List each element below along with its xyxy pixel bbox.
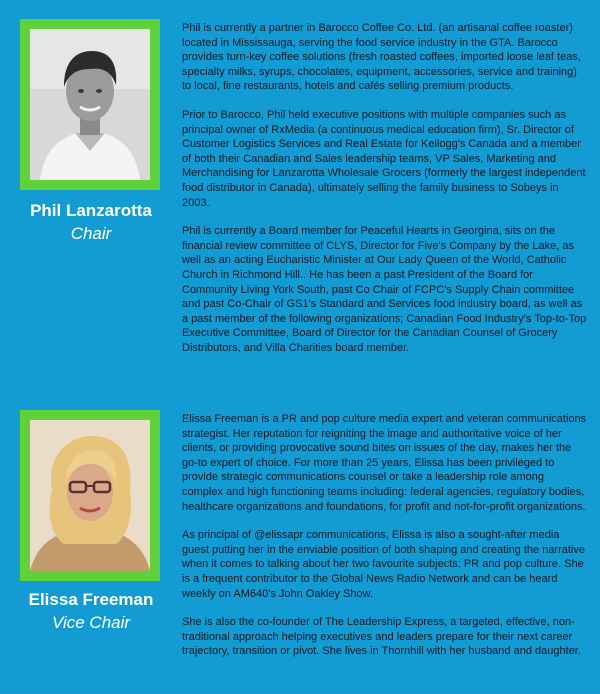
profile-bio — [182, 412, 587, 673]
bio-paragraph: Prior to Barocco, Phil held executive positions with multiple companies such as principal owner of RxMedia (a continuous medical education firm), Sr. Director of Customer Logistics Services and Real Estate for Kellogg's Canada and a member of both their Canadian and Sales leadership teams, VP Sales, Marketing and Merchandising for Lanzarotta Wholesale Grocers (formerly the largest independent food distributor in Canada), ultimately selling the family business to Sobeys in 2003. — [182, 108, 586, 209]
profile-name: Phil Lanzarotta — [30, 201, 152, 220]
photo-frame — [20, 410, 160, 581]
profile-role: Chair — [70, 224, 112, 243]
bio-paragraph: She is also the co-founder of The Leadership Express, a targeted, effective, non-traditional approach helping executives and leaders prepare for their next career trajectory, transition or pivot. She lives in Thornhill with her husband and daughter. — [182, 616, 581, 658]
bio-paragraph: As principal of @elissapr communications, Elissa is also a sought-after media guest putting her in the enviable position of both shaping and creating the narrative when it comes to talking about her two favourite subjects: PR and pop culture. She is a frequent contributor to the Global News Radio Network and can be heard weekly on AM640's John Oakley Show. — [182, 529, 585, 600]
bio-paragraph: Elissa Freeman is a PR and pop culture media expert and veteran communications strategist. Her reputation for reigniting the image and authoritative voice of her clients, or providing provocative sound bites on issues of the day, makes her the go-to expert of choice. For more than 25 years, Elissa has been privileged to provide strategic communications counsel or take a leadership role among complex and high functioning teams including: federal agencies, regulatory bodies, healthcare organizations and foundations, for profit and not-for-profit organizations. — [182, 413, 587, 513]
profile-bio — [182, 21, 587, 369]
man-portrait-icon — [30, 29, 150, 180]
photo-frame — [20, 19, 160, 190]
profile-name: Elissa Freeman — [28, 590, 154, 609]
bio-paragraph: Phil is currently a partner in Barocco Coffee Co. Ltd. (an artisanal coffee roaster) located in Mississauga, serving the food service industry in the GTA. Barocco provides turn-key coffee solutions (fresh roasted coffees, imported loose leaf teas, specialty milks, syrups, chocolates, equipment, accessories, service and training) to local, fine restaurants, hotels and cafés selling premium products. — [182, 22, 581, 93]
bio-paragraph: Phil is currently a Board member for Peaceful Hearts in Georgina, sits on the financial review committee of CLYS, Director for Five's Company by the Lake, as well as an acting Eucharistic Minister at Our Lady Queen of the World, Catholic Church in Richmond Hill.. He has been a past President of the Board for Community Living York South, past Co Chair of FCPC's Supply Chain committee and past Co-Chair of GS1's Standard and Services food industry board, as well as a past member of the following organizations; Canadian Food Industry's Top-to-Top Executive Committee, Board of Director for the Canadian Counsel of Grocery Distributors, and Villa Charities board member. — [182, 225, 587, 354]
profile-role: Vice Chair — [51, 613, 131, 632]
woman-portrait-icon — [30, 420, 150, 571]
portrait-photo — [30, 29, 150, 180]
portrait-photo — [30, 420, 150, 571]
